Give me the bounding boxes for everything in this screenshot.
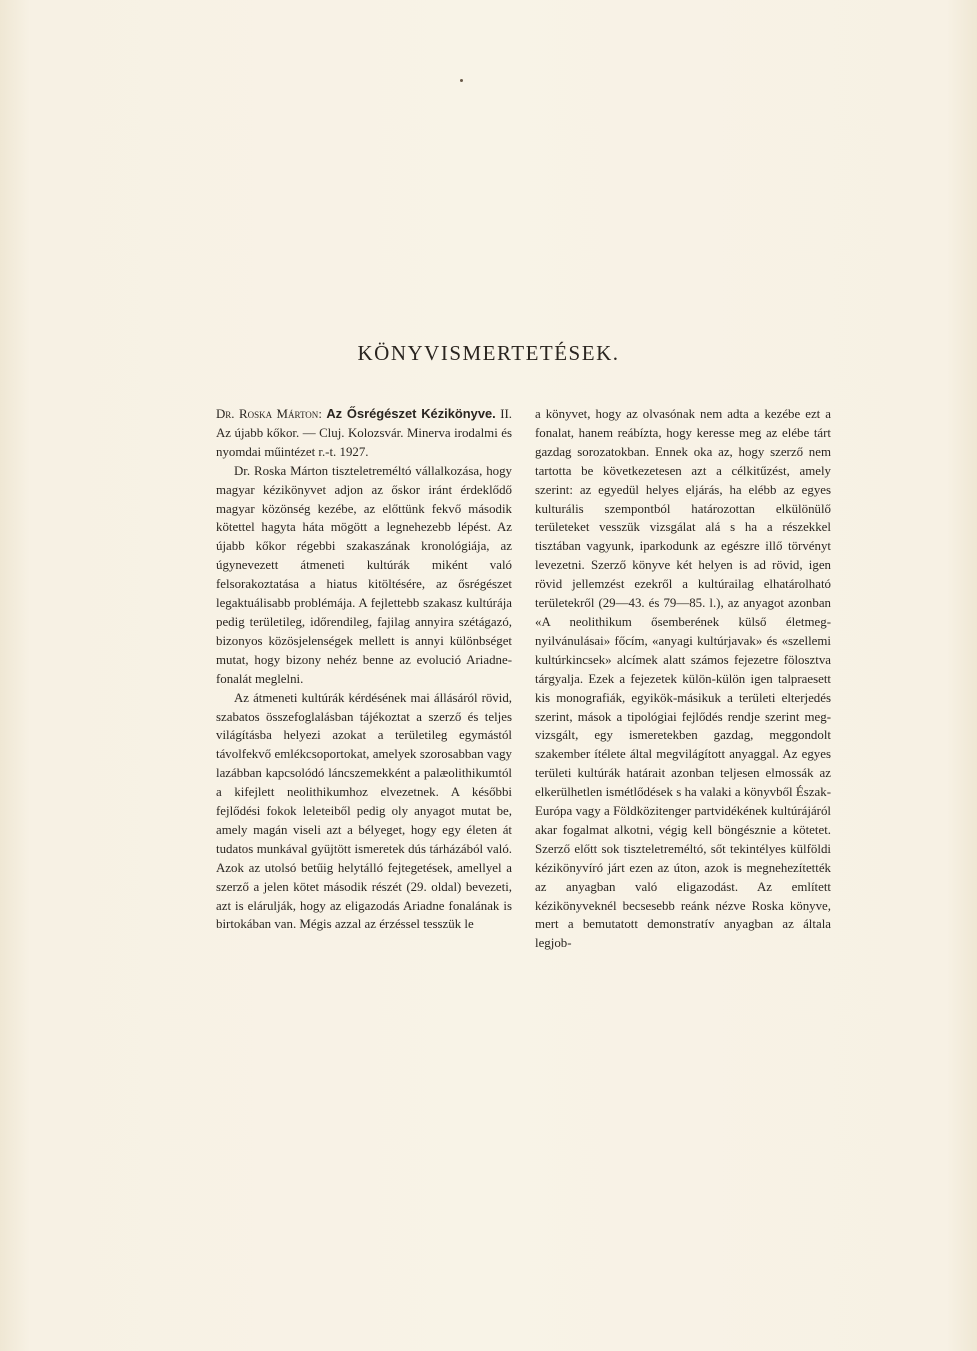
right-column (535, 405, 831, 953)
section-heading: KÖNYVISMERTETÉSEK. (357, 341, 620, 365)
citation (216, 405, 512, 462)
citation-separator: : (318, 407, 327, 421)
paragraph-3: a könyvet, hogy az olvasónak nem adta a kezébe ezt a fonalat, hanem reábízta, hogy keresse meg az elébe tárt gazdag sorozatokban. Ennek oka az, hogy szerző nem tartotta be következetesen azt a célkitűzést, amely szerint: az egyedül helyes eljárás, ha elébb az egyes kulturális szempontból határozottan elkülönülő területeket vesszük vizsgálat alá s ha a részekkel tisztában vagyunk, iparkodunk az egészre illő törvényt levezetni. Szerző könyve két helyen is ad rövid, igen rövid jellemzést ezekről a kultúrailag elhatárolható területekről (29—43. és 79—85. l.), az anyagot azonban «A neolithikum ősemberének külső életmegnyilvánulásai» főcím, «anyagi kultúrjavak» és «szellemi kultúrkincsek» alcímek alatt számos fejezetre fölosztva tárgyalja. Ezek a fejezetek külön-külön igen talpraesett kis monografiák, egyikök-másikuk a területi elterjedés szerint, mások a tipológiai fejlődés rendje szerint megvizsgált, egy ismeretekben gazdag, meggondolt szakember ítélete által megvilágított anyaggal. Az egyes területi kultúrák határait azonban teljesen elmossák az elkerülhetlen ismétlődések s ha valaki a könyvből Észak-Európa vagy a Földközitenger partvidékének kultúrájáról akar fogalmat alkotni, végig kell böngésznie a kötetet. Szerző előtt sok tiszteletreméltó, sőt tekintélyes külföldi kézikönyvíró járt ezen az úton, azok is megnehezítették az anyagban való eligazodást. Az említett kézikönyveknél becsesebb reánk nézve Roska könyve, mert a bemutatott demonstratív anyagban az általa legjob- (535, 407, 831, 951)
citation-title: Az Ősrégészet Kézikönyve. (326, 406, 496, 421)
paragraph-1: Dr. Roska Márton tiszteletreméltó vállalkozása, hogy magyar kézikönyvet adjon az őskor iránt érdeklődő magyar közönség kezébe, az előttünk fekvő második kötettel hagyta háta mögött a legnehezebb lépést. Az újabb kőkor régebbi szakaszának kronológiája, az úgynevezett átmeneti kultúrák miként való felsorakoztatása a hiatus kitöltésére, az ősrégészet legaktuálisabb problémája. A fejlettebb szakasz kultúrája pedig területileg, időrendileg, fajilag annyira szétágazó, bizonyos közösjelenségek mellett is annyi különbséget mutat, hogy bizony nehéz benne az evolució Ariadnefonalát meglelni. (216, 463, 512, 686)
citation-details: II. Az újabb kőkor. — Cluj. Kolozsvár. Minerva irodalmi és nyomdai műintézet r.-t. 1927. (216, 407, 513, 459)
ink-speck (460, 79, 463, 82)
citation-author: Dr. Roska Márton (216, 407, 319, 421)
paragraph-2: Az átmeneti kultúrák kérdésének mai állásáról rövid, szabatos összefoglalásban tájékoztat a szerző és teljes világításba helyezi azokat a területileg egymástól távolfekvő emlékcsoportokat, amelyek szorosabban vagy lazábban kapcsolódó láncszemekként a palæolithikumtól a kifejlett neolithikumhoz elvezetnek. A későbbi fejlődési fokok leleteiből pedig oly anyagot mutat be, amely magán viseli azt a bélyeget, hogy egy életen át tudatos munkával gyüjtött ismeretek dús tárházából való. Azok az utolsó betűig helytálló fejtegetések, amellyel a szerző a jelen kötet második részét (29. oldal) bevezeti, azt is elárulják, hogy az eligazodás Ariadne fonalának is birtokában van. Mégis azzal az érzéssel tesszük le (216, 690, 512, 932)
left-column (216, 405, 512, 934)
